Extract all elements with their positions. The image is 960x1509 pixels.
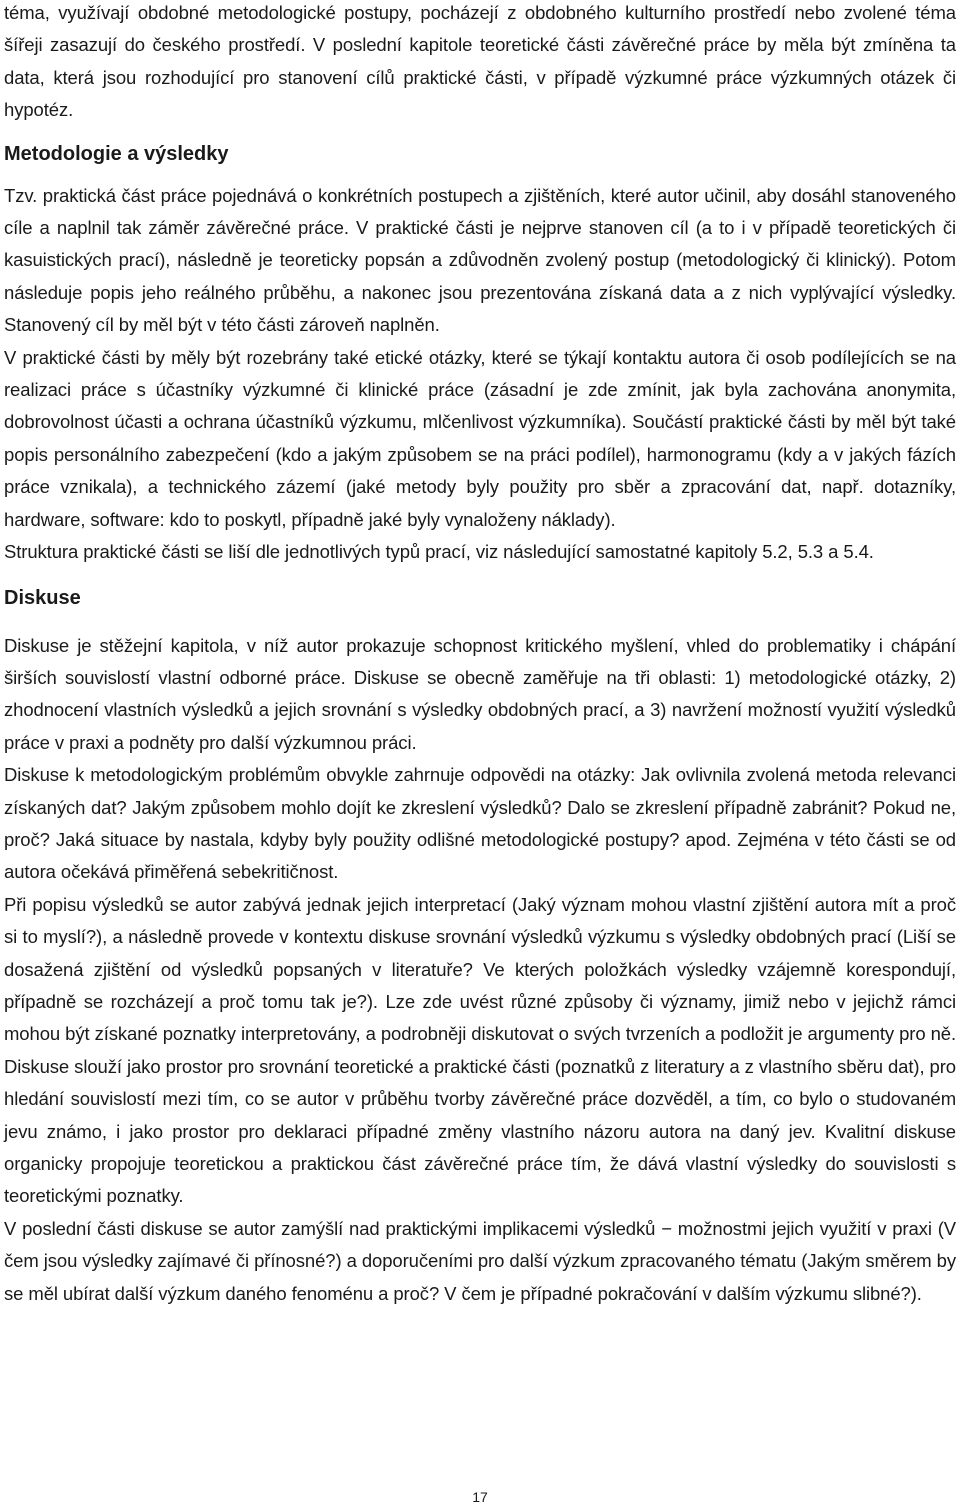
- page-number: 17: [472, 1489, 488, 1505]
- diskuse-paragraph-2: Diskuse k metodologickým problémům obvykle zahrnuje odpovědi na otázky: Jak ovlivnila zvolená metoda relevanci získaných dat? Jakým způsobem mohlo dojít ke zkreslení výsledků? Dalo se zkreslení případně zabránit? Pokud ne, proč? Jaká situace by nastala, kdyby byly použity odlišné metodologické postupy? apod. Zejména v této části se od autora očekává přiměřená sebekritičnost.: [4, 764, 956, 883]
- section-heading-diskuse: Diskuse: [4, 586, 81, 609]
- diskuse-paragraph-3: Při popisu výsledků se autor zabývá jednak jejich interpretací (Jaký význam mohou vlastní zjištění autora mít a proč si to myslí?), a následně provede v kontextu diskuse srovnání výsledků výzkumu s výsledky obdobných prací (Liší se dosažená zjištění od výsledků popsaných v literatuře? Ve kterých položkách výsledky vzájemně korespondují, případně se rozcházejí a proč tomu tak je?). Lze zde uvést různé způsoby či významy, jimiž nebo v jejichž rámci mohou být získané poznatky interpretovány, a podrobněji diskutovat o svých tvrzeních a podložit je argumenty pro ně. Diskuse slouží jako prostor pro srovnání teoretické a praktické části (poznatků z literatury a z vlastního sběru dat), pro hledání souvislostí mezi tím, co se autor v průběhu tvorby závěrečné práce dozvěděl, a tím, co bylo o studovaném jevu známo, i jako prostor pro deklaraci případné změny vlastního názoru autora na daný jev. Kvalitní diskuse organicky propojuje teoretickou a praktickou část závěrečné práce tím, že dává vlastní výsledky do souvislosti s teoretickými poznatky.: [4, 893, 956, 1207]
- diskuse-paragraph-1: Diskuse je stěžejní kapitola, v níž autor prokazuje schopnost kritického myšlení, vhled do problematiky i chápání širších souvislostí vlastní odborné práce. Diskuse se obecně zaměřuje na tři oblasti: 1) metodologické otázky, 2) zhodnocení vlastních výsledků a jejich srovnání s výsledky obdobných prací, a 3) navržení možností využití výsledků práce v praxi a podněty pro další výzkumnou práci.: [4, 634, 956, 753]
- intro-paragraph: téma, využívají obdobné metodologické postupy, pocházejí z obdobného kulturního prostředí nebo zvolené téma šířeji zasazují do českého prostředí. V poslední kapitole teoretické části závěrečné práce by měla být zmíněna ta data, která jsou rozhodující pro stanovení cílů praktické části, v případě výzkumné práce výzkumných otázek či hypotéz.: [4, 2, 956, 121]
- metodologie-paragraph-2: V praktické části by měly být rozebrány také etické otázky, které se týkají kontaktu autora či osob podílejících se na realizaci práce s účastníky výzkumné či klinické práce (zásadní je zde zmínit, jak byla zachována anonymita, dobrovolnost účasti a ochrana účastníků výzkumu, mlčenlivost výzkumníka). Součástí praktické části by měl být také popis personálního zabezpečení (kdo a jakým způsobem se na práci podílel), harmonogramu (kdy a v jakých fázích práce vznikala), a technického zázemí (jaké metody byly použity pro sběr a zpracování dat, např. dotazníky, hardware, software: kdo to poskytl, případně jaké byly vynaloženy náklady).: [4, 346, 956, 530]
- metodologie-paragraph-1: Tzv. praktická část práce pojednává o konkrétních postupech a zjištěních, které autor učinil, aby dosáhl stanoveného cíle a naplnil tak záměr závěrečné práce. V praktické části je nejprve stanoven cíl (a to i v případě teoretických či kasuistických prací), následně je teoreticky popsán a zdůvodněn zvolený postup (metodologický či klinický). Potom následuje popis jeho reálného průběhu, a nakonec jsou prezentována získaná data a z nich vyplývající výsledky. Stanovený cíl by měl být v této části zároveň naplněn.: [4, 184, 956, 336]
- section-heading-metodologie: Metodologie a výsledky: [4, 142, 229, 165]
- diskuse-paragraph-4: V poslední části diskuse se autor zamýšlí nad praktickými implikacemi výsledků − možnostmi jejich využití v praxi (V čem jsou výsledky zajímavé či přínosné?) a doporučeními pro další výzkum zpracovaného tématu (Jakým směrem by se měl ubírat další výzkum daného fenoménu a proč? V čem je případné pokračování v dalším výzkumu slibné?).: [4, 1217, 956, 1304]
- metodologie-paragraph-3: Struktura praktické části se liší dle jednotlivých typů prací, viz následující samostatné kapitoly 5.2, 5.3 a 5.4.: [4, 541, 874, 563]
